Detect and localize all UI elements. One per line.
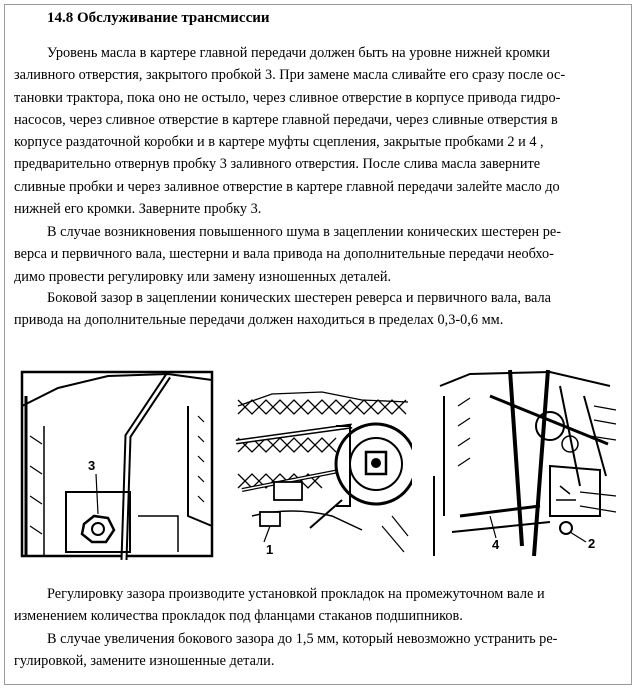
paragraph-backlash xyxy=(14,287,628,332)
figure-gear-housing xyxy=(232,366,412,560)
text-line: тановки трактора, пока оно не остыло, через сливное отверстие в корпусе привода гидро- xyxy=(14,89,561,106)
drain-plugs-drawing xyxy=(430,366,620,560)
text-line: Регулировку зазора производите установкой прокладок на промежуточном вале и xyxy=(47,586,545,602)
text-line: насосов, через сливное отверстие в картере главной передачи, через сливные отверстия в xyxy=(14,111,558,128)
paragraph-noise xyxy=(14,221,628,288)
callout-2: 2 xyxy=(588,536,596,551)
text-line: верса и первичного вала, шестерни и вала привода на дополнительные передачи необхо- xyxy=(14,246,554,263)
section-heading: 14.8 Обслуживание трансмиссии xyxy=(47,10,270,26)
text-line: гулировкой, замените изношенные детали. xyxy=(14,653,275,670)
paragraph-oil-level xyxy=(14,42,628,220)
text-line: привода на дополнительные передачи должен находиться в пределах 0,3-0,6 мм. xyxy=(14,312,504,329)
text-line: Боковой зазор в зацеплении конических шестерен реверса и первичного вала, вала xyxy=(47,290,552,306)
text-line: В случае увеличения бокового зазора до 1,5 мм, который невозможно устранить ре- xyxy=(47,631,558,647)
text-line: димо провести регулировку или замену изношенных деталей. xyxy=(14,268,392,285)
callout-4: 4 xyxy=(492,537,500,552)
text-line: корпусе раздаточной коробки и в картере муфты сцепления, закрытые пробками 2 и 4 , xyxy=(14,134,544,151)
callout-1: 1 xyxy=(266,542,274,557)
paragraph-replacement xyxy=(14,628,628,673)
figure-filler-plug xyxy=(18,366,214,560)
callout-3: 3 xyxy=(88,458,96,473)
text-line: изменением количества прокладок под фланцами стаканов подшипников. xyxy=(14,608,463,625)
text-line: заливного отверстия, закрытого пробкой 3. При замене масла сливайте его сразу после ос- xyxy=(14,67,566,84)
filler-plug-drawing xyxy=(18,366,214,560)
text-line: В случае возникновения повышенного шума в зацеплении конических шестерен ре- xyxy=(47,224,562,240)
text-line: нижней его кромки. Заверните пробку 3. xyxy=(14,201,262,218)
text-line: предварительно отвернув пробку 3 заливного отверстия. После слива масла заверните xyxy=(14,156,541,173)
text-line: Уровень масла в картере главной передачи должен быть на уровне нижней кромки xyxy=(47,45,551,61)
figure-drain-plugs xyxy=(430,366,620,560)
text-line: сливные пробки и через заливное отверстие в картере главной передачи залейте масло до xyxy=(14,178,560,195)
paragraph-adjustment xyxy=(14,583,628,628)
gear-housing-drawing xyxy=(232,366,412,560)
